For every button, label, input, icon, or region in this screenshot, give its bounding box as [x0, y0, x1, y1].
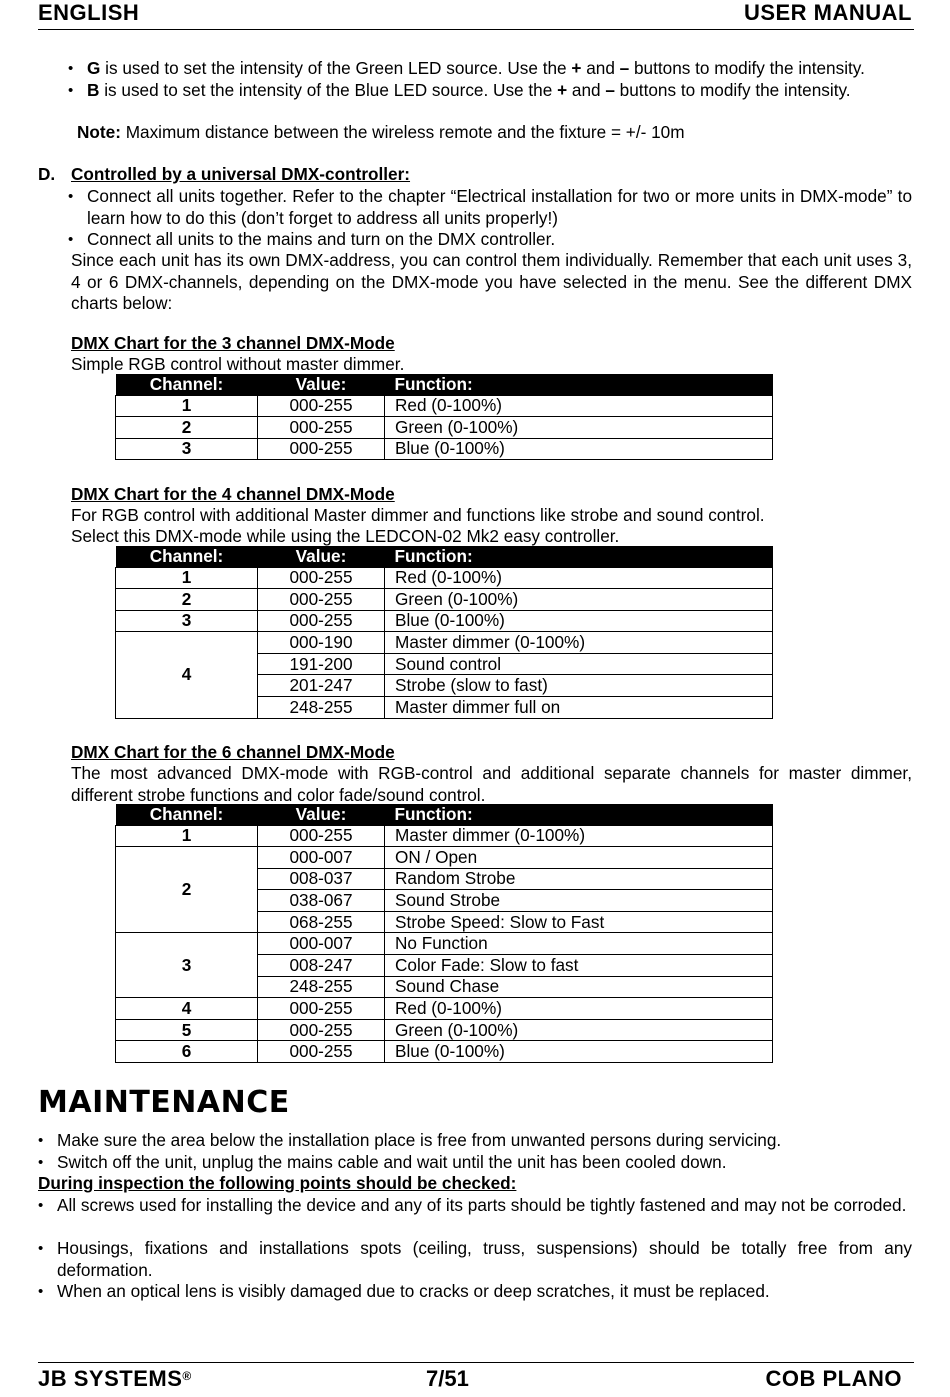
chart3-desc: Simple RGB control without master dimmer.	[71, 354, 405, 374]
list-item-mains: • Connect all units to the mains and turn on the DMX controller.	[87, 229, 912, 251]
dmx-table-4ch	[115, 546, 773, 719]
table-row: 1 000-255 Red (0-100%)	[116, 567, 773, 589]
table-row: 1 000-255 Red (0-100%)	[116, 395, 773, 417]
list-item: • Housings, fixations and installations spots (ceiling, truss, suspensions) should be totally free from any deformation.	[57, 1238, 912, 1281]
list-item: • All screws used for installing the device and any of its parts should be tightly fastened and may not be corroded.	[57, 1195, 912, 1217]
table-row: 4 000-190 Master dimmer (0-100%)	[116, 632, 773, 654]
table-row: 201-247 Strobe (slow to fast)	[116, 675, 773, 697]
list-item: • Switch off the unit, unplug the mains cable and wait until the unit has been cooled down.	[57, 1152, 912, 1174]
list-item-green: • G is used to set the intensity of the Green LED source. Use the + and – buttons to modify the intensity.	[87, 58, 917, 80]
footer-product: COB PLANO	[765, 1366, 902, 1391]
table-header-row: Channel: Value: Function:	[116, 804, 773, 825]
table-row: 5 000-255 Green (0-100%)	[116, 1019, 773, 1041]
table-row: 2 000-007 ON / Open	[116, 847, 773, 869]
list-item-blue: • B is used to set the intensity of the Blue LED source. Use the + and – buttons to modify the intensity.	[87, 80, 917, 102]
table-row: 2 000-255 Green (0-100%)	[116, 589, 773, 611]
chart6-desc: The most advanced DMX-mode with RGB-control and additional separate channels for master dimmer, different strobe functions and color fade/sound control.	[71, 763, 912, 805]
table-row: 3 000-255 Blue (0-100%)	[116, 438, 773, 460]
table-row: 008-037 Random Strobe	[116, 868, 773, 890]
section-d-letter: D.	[38, 164, 56, 184]
list-item: • When an optical lens is visibly damaged due to cracks or deep scratches, it must be replaced.	[57, 1281, 912, 1303]
maintenance-heading: MAINTENANCE	[38, 1085, 290, 1120]
chart4-desc2: Select this DMX-mode while using the LEDCON-02 Mk2 easy controller.	[71, 526, 620, 546]
table-row: 248-255 Sound Chase	[116, 976, 773, 998]
section-d-title: Controlled by a universal DMX-controller:	[71, 164, 411, 184]
list-item: • Make sure the area below the installation place is free from unwanted persons during servicing.	[57, 1130, 912, 1152]
table-row: 248-255 Master dimmer full on	[116, 697, 773, 719]
dmx-table-6ch	[115, 804, 773, 1063]
table-header-row: Channel: Value: Function:	[116, 546, 773, 567]
chart4-title: DMX Chart for the 4 channel DMX-Mode	[71, 484, 395, 504]
chart6-title: DMX Chart for the 6 channel DMX-Mode	[71, 742, 395, 762]
table-row: 3 000-255 Blue (0-100%)	[116, 610, 773, 632]
table-header-row	[116, 374, 773, 395]
table-row: 191-200 Sound control	[116, 653, 773, 675]
chart4-desc1: For RGB control with additional Master dimmer and functions like strobe and sound control.	[71, 505, 765, 525]
dmx-table-3ch	[115, 374, 773, 460]
table-row: 038-067 Sound Strobe	[116, 890, 773, 912]
list-item-connect: • Connect all units together. Refer to the chapter “Electrical installation for two or more units in DMX-mode” to learn how to do this (don’t forget to address all units properly!)	[87, 186, 912, 229]
footer-brand: JB SYSTEMS®	[38, 1366, 192, 1391]
table-row: 2 000-255 Green (0-100%)	[116, 417, 773, 439]
inspection-heading: During inspection the following points should be checked:	[38, 1173, 517, 1193]
header-value: Value:	[258, 374, 385, 395]
note: Note: Maximum distance between the wireless remote and the fixture = +/- 10m	[77, 122, 685, 142]
table-row: 1 000-255 Master dimmer (0-100%)	[116, 825, 773, 847]
page-number: 7/51	[426, 1366, 469, 1391]
table-row: 3 000-007 No Function	[116, 933, 773, 955]
header-channel: Channel:	[116, 374, 258, 395]
page-footer	[38, 1362, 914, 1397]
table-row: 6 000-255 Blue (0-100%)	[116, 1041, 773, 1063]
page-header	[38, 0, 914, 30]
table-row: 068-255 Strobe Speed: Slow to Fast	[116, 911, 773, 933]
header-title: USER MANUAL	[743, 0, 912, 25]
header-language: ENGLISH	[38, 0, 140, 25]
dmx-intro-paragraph: Since each unit has its own DMX-address, you can control them individually. Remember that each unit uses 3, 4 or 6 DMX-channels, depending on the DMX-mode you have selected in the menu. See the different DMX charts below:	[71, 250, 912, 313]
header-function: Function:	[385, 374, 773, 395]
table-row: 4 000-255 Red (0-100%)	[116, 998, 773, 1020]
table-row: 008-247 Color Fade: Slow to fast	[116, 955, 773, 977]
chart3-title: DMX Chart for the 3 channel DMX-Mode	[71, 333, 395, 353]
